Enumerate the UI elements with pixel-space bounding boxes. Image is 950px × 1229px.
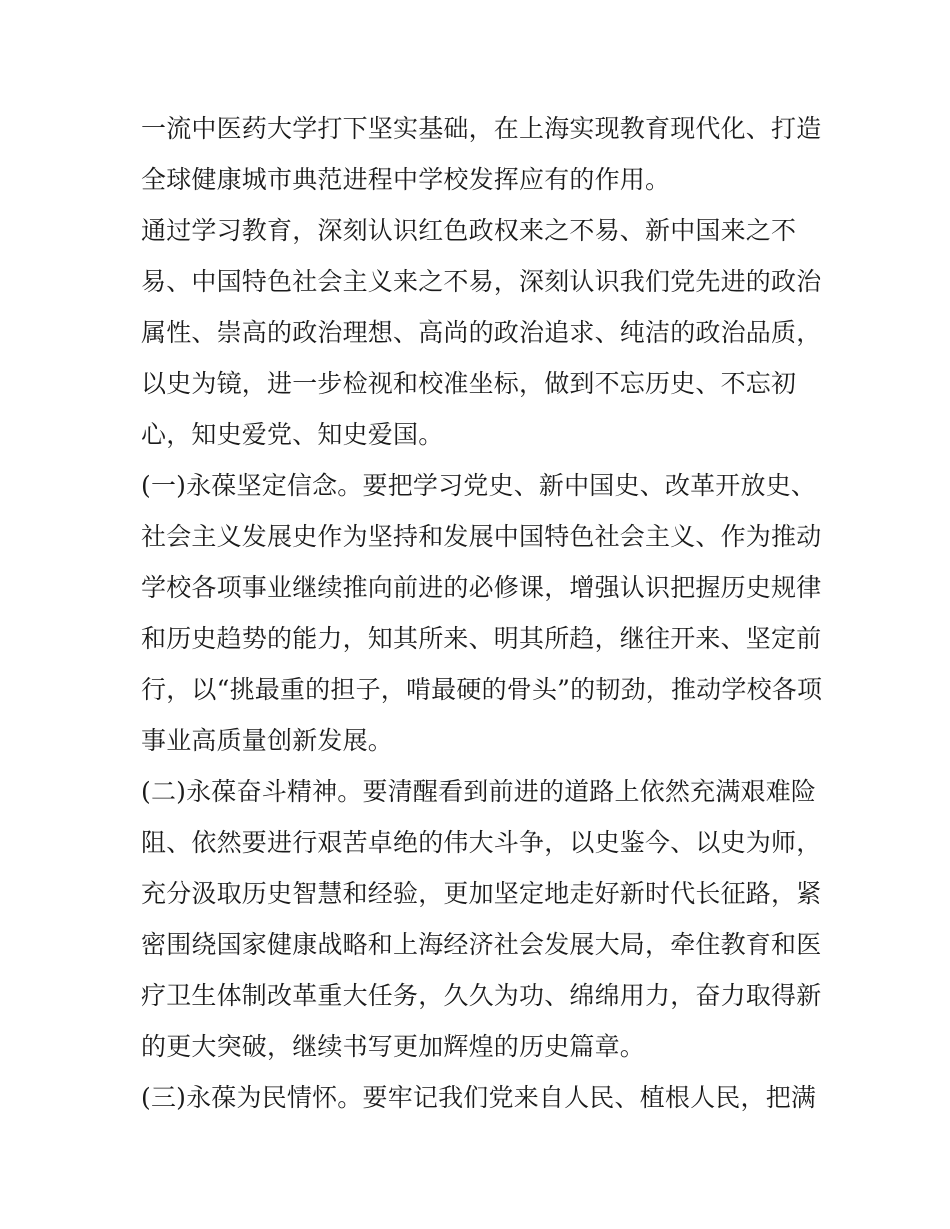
text-line: 阻、依然要进行艰苦卓绝的伟大斗争，以史鉴今、以史为师， [141,828,822,857]
text-line: 事业高质量创新发展。 [141,726,394,755]
text-line: 全球健康城市典范进程中学校发挥应有的作用。 [141,165,671,194]
section-heading-2: (二)永葆奋斗精神。要清醒看到前进的道路上依然充满艰难险 [141,777,817,806]
text-line: 以史为镜，进一步检视和校准坐标，做到不忘历史、不忘初 [141,369,797,398]
body-text [141,103,841,1123]
text-line: 学校各项事业继续推向前进的必修课，增强认识把握历史规律 [141,573,822,602]
text-line: 和历史趋势的能力，知其所来、明其所趋，继往开来、坚定前 [141,624,822,653]
text-line: 易、中国特色社会主义来之不易，深刻认识我们党先进的政治 [141,267,822,296]
text-line: 行，以“挑最重的担子，啃最硬的骨头”的韧劲，推动学校各项 [141,675,823,704]
text-line: 通过学习教育，深刻认识红色政权来之不易、新中国来之不 [141,216,797,245]
text-line: 社会主义发展史作为坚持和发展中国特色社会主义、作为推动 [141,522,822,551]
text-line: 心，知史爱党、知史爱国。 [141,420,444,449]
text-line: 的更大突破，继续书写更加辉煌的历史篇章。 [141,1032,646,1061]
section-heading-3: (三)永葆为民情怀。要牢记我们党来自人民、植根人民，把满 [141,1083,817,1112]
text-line: 属性、崇高的政治理想、高尚的政治追求、纯洁的政治品质， [141,318,822,347]
section-heading-1: (一)永葆坚定信念。要把学习党史、新中国史、改革开放史、 [141,471,817,500]
text-line: 一流中医药大学打下坚实基础，在上海实现教育现代化、打造 [141,114,822,143]
text-line: 疗卫生体制改革重大任务，久久为功、绵绵用力，奋力取得新 [141,981,822,1010]
text-line: 密围绕国家健康战略和上海经济社会发展大局，牵住教育和医 [141,930,822,959]
text-line: 充分汲取历史智慧和经验，更加坚定地走好新时代长征路，紧 [141,879,822,908]
